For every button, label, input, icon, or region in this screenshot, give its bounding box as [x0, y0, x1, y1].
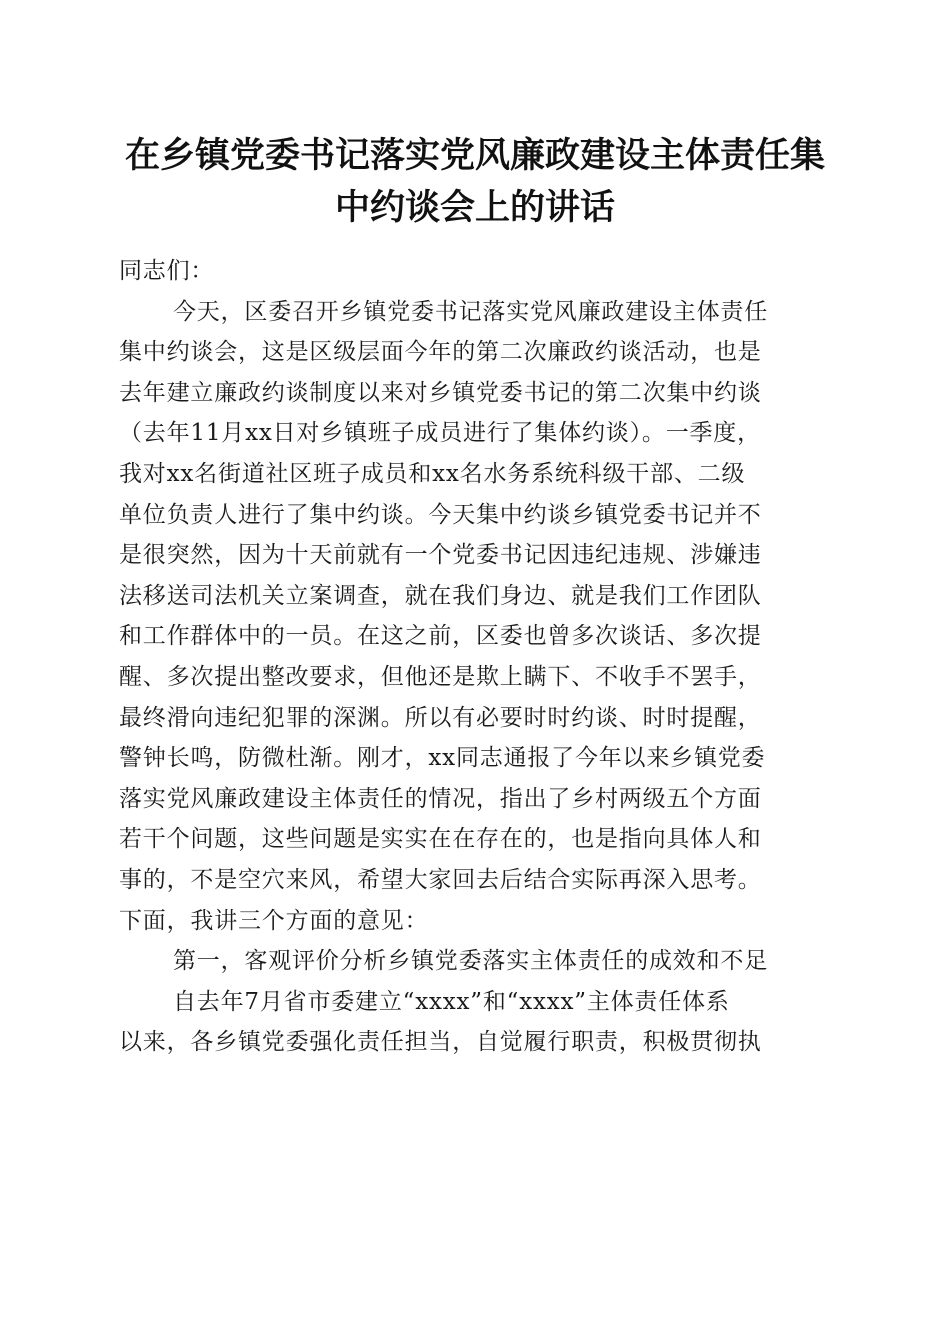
document-body	[119, 251, 829, 1063]
paragraph-line: 醒、多次提出整改要求，但他还是欺上瞒下、不收手不罢手，	[119, 663, 762, 690]
paragraph-line: 下面，我讲三个方面的意见：	[119, 907, 429, 934]
paragraph-1	[119, 292, 829, 942]
paragraph-line: 我对xx名街道社区班子成员和xx名水务系统科级干部、二级	[119, 460, 746, 487]
paragraph-line: 法移送司法机关立案调查，就在我们身边、就是我们工作团队	[119, 582, 762, 609]
title-line-1: 在乡镇党委书记落实党风廉政建设主体责任集	[124, 135, 825, 176]
title-line-2: 中约谈会上的讲话	[334, 187, 615, 228]
paragraph-line: 去年建立廉政约谈制度以来对乡镇党委书记的第二次集中约谈	[119, 379, 762, 406]
section-heading-1: 第一，客观评价分析乡镇党委落实主体责任的成效和不足	[173, 948, 768, 975]
paragraph-line: 和工作群体中的一员。在这之前，区委也曾多次谈话、多次提	[119, 623, 762, 650]
document-title	[100, 130, 850, 234]
paragraph-2	[119, 982, 829, 1063]
paragraph-line: 自去年7月省市委建立“xxxx”和“xxxx”主体责任体系	[173, 988, 730, 1015]
paragraph-line: （去年11月xx日对乡镇班子成员进行了集体约谈）。一季度，	[119, 420, 761, 447]
paragraph-line: 集中约谈会，这是区级层面今年的第二次廉政约谈活动，也是	[119, 339, 762, 366]
paragraph-line: 今天，区委召开乡镇党委书记落实党风廉政建设主体责任	[173, 298, 768, 325]
paragraph-line: 最终滑向违纪犯罪的深渊。所以有必要时时约谈、时时提醒，	[119, 704, 762, 731]
paragraph-line: 以来，各乡镇党委强化责任担当，自觉履行职责，积极贯彻执	[119, 1029, 762, 1056]
paragraph-line: 若干个问题，这些问题是实实在在存在的，也是指向具体人和	[119, 826, 762, 853]
paragraph-line: 是很突然，因为十天前就有一个党委书记因违纪违规、涉嫌违	[119, 542, 762, 569]
paragraph-line: 事的，不是空穴来风，希望大家回去后结合实际再深入思考。	[119, 866, 762, 893]
paragraph-line: 警钟长鸣，防微杜渐。刚才，xx同志通报了今年以来乡镇党委	[119, 745, 766, 772]
salutation: 同志们：	[119, 258, 215, 284]
paragraph-line: 落实党风廉政建设主体责任的情况，指出了乡村两级五个方面	[119, 785, 762, 812]
paragraph-line: 单位负责人进行了集中约谈。今天集中约谈乡镇党委书记并不	[119, 501, 762, 528]
